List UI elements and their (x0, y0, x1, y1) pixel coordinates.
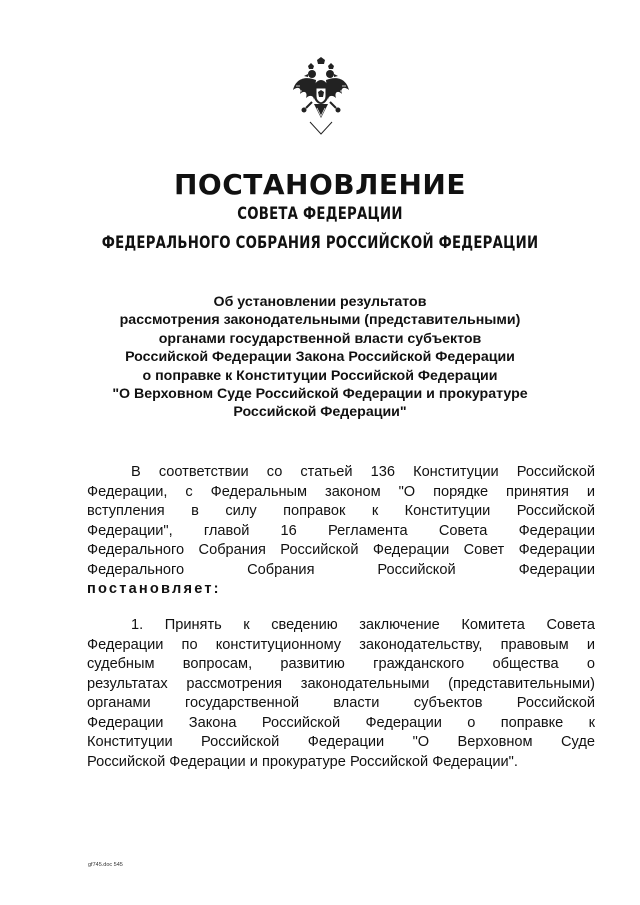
subject-line: Российской Федерации Закона Российской Федерации (125, 349, 515, 366)
paragraph-line: Российской Федерации и прокуратуре Российской Федерации". (87, 753, 518, 770)
issuer-line-1: СОВЕТА ФЕДЕРАЦИИ (237, 204, 403, 224)
subject-line: Об установлении результатов (213, 294, 427, 310)
paragraph-line: Федерации Закона Российской Федерации о поправке к (87, 714, 595, 731)
paragraph-line: Федерального Собрания Российской Федерации (87, 561, 595, 578)
resolution-item-1 (87, 616, 595, 772)
paragraph-line: Федерации по конституционному законодательству, правовым и (87, 636, 595, 653)
paragraph-line: вступления в силу поправок к Конституции Российской (87, 503, 595, 519)
subject-line: рассмотрения законодательными (представительными) (119, 312, 521, 329)
paragraph-line: Федерального Собрания Российской Федерации Совет Федерации (87, 542, 595, 558)
paragraph-line: 1. Принять к сведению заключение Комитета Совета (131, 617, 595, 633)
paragraph-line: органами государственной власти субъектов Российской (87, 695, 595, 711)
paragraph-line: результатах рассмотрения законодательными (представительными) (87, 675, 595, 692)
preamble-paragraph (87, 463, 595, 600)
coat-of-arms-eagle-icon (290, 56, 352, 136)
subject-line: "О Верховном Суде Российской Федерации и прокуратуре (112, 386, 528, 403)
paragraph-line: Конституции Российской Федерации "О Верховном Суде (87, 734, 595, 750)
paragraph-line: судебным вопросам, развитию гражданского общества о (87, 656, 595, 672)
subject-line: Российской Федерации" (233, 404, 407, 421)
subject-line: органами государственной власти субъектов (158, 330, 482, 347)
decree-word: постановляет: (87, 581, 221, 597)
document-title: ПОСТАНОВЛЕНИЕ (173, 168, 466, 201)
document-subject (60, 293, 580, 422)
subject-line: о поправке к Конституции Российской Федерации (142, 367, 498, 384)
paragraph-line: В соответствии со статьей 136 Конституции Российской (131, 464, 595, 480)
paragraph-line: Федерации", главой 16 Регламента Совета Федерации (87, 522, 595, 539)
document-code: gf745.doc 545 (88, 862, 123, 868)
paragraph-line: Федерации, с Федеральным законом "О порядке принятия и (87, 483, 595, 500)
issuer-line-2: ФЕДЕРАЛЬНОГО СОБРАНИЯ РОССИЙСКОЙ ФЕДЕРАЦИИ (101, 233, 539, 253)
